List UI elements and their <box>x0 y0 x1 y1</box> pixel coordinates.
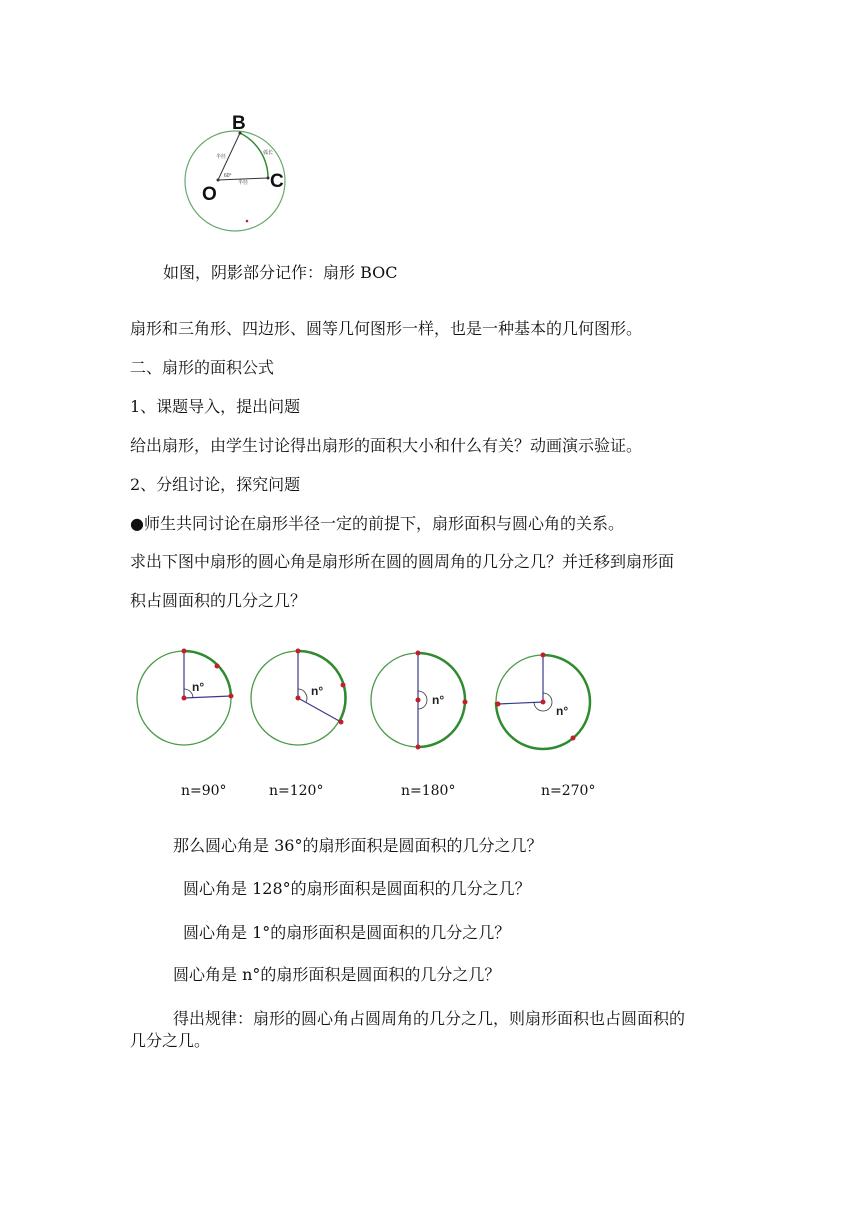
circle-n180 <box>371 651 468 750</box>
caption-n270: n=270° <box>541 783 596 799</box>
point-o <box>217 179 220 182</box>
circle-n270 <box>496 653 591 750</box>
angle-label-3: n° <box>432 693 445 707</box>
paragraph-2: 给出扇形，由学生讨论得出扇形的面积大小和什么有关？动画演示验证。 <box>130 436 643 455</box>
angle-label-4: n° <box>556 704 569 718</box>
question-2: 圆心角是 128°的扇形面积是圆面积的几分之几？ <box>183 879 531 898</box>
circle-n90 <box>137 649 234 746</box>
sector-circles-figure <box>128 645 608 755</box>
paragraph-1: 扇形和三角形、四边形、圆等几何图形一样，也是一种基本的几何图形。 <box>130 319 643 338</box>
angle-label-1: n° <box>192 680 205 694</box>
figure-caption: 如图，阴影部分记作：扇形 BOC <box>163 263 398 282</box>
angle-label-2: n° <box>311 684 324 698</box>
arc-label: 弧长 <box>263 150 274 156</box>
rule-line-1: 得出规律：扇形的圆心角占圆周角的几分之几，则扇形面积也占圆面积的 <box>173 1009 686 1028</box>
paragraph-3-line-2: 积占圆面积的几分之几？ <box>130 591 307 610</box>
radius-label-1: 半径 <box>216 154 227 160</box>
label-o: O <box>202 184 217 205</box>
question-4: 圆心角是 n°的扇形面积是圆面积的几分之几？ <box>173 965 501 984</box>
section-heading-2: 二、扇形的面积公式 <box>130 358 275 377</box>
question-3: 圆心角是 1°的扇形面积是圆面积的几分之几？ <box>183 923 511 942</box>
caption-n90: n=90° <box>181 783 227 799</box>
angle-label: 60° <box>224 173 232 179</box>
radius-label-2: 半径 <box>238 180 249 186</box>
label-c: C <box>270 171 284 192</box>
bullet-line: ●师生共同讨论在扇形半径一定的前提下，扇形面积与圆心角的关系。 <box>130 514 624 533</box>
paragraph-3-line-1: 求出下图中扇形的圆心角是扇形所在圆的圆周角的几分之几？并迁移到扇形面 <box>130 552 675 571</box>
point-extra <box>246 220 249 223</box>
caption-n180: n=180° <box>401 783 456 799</box>
label-b: B <box>232 113 246 134</box>
caption-n120: n=120° <box>269 783 324 799</box>
sector-boc-figure <box>160 108 310 236</box>
question-1: 那么圆心角是 36°的扇形面积是圆面积的几分之几？ <box>173 836 543 855</box>
subheading-1: 1、课题导入，提出问题 <box>130 397 301 416</box>
circle-n120 <box>251 649 346 746</box>
subheading-2: 2、分组讨论，探究问题 <box>130 475 301 494</box>
rule-line-2: 几分之几。 <box>130 1031 211 1050</box>
